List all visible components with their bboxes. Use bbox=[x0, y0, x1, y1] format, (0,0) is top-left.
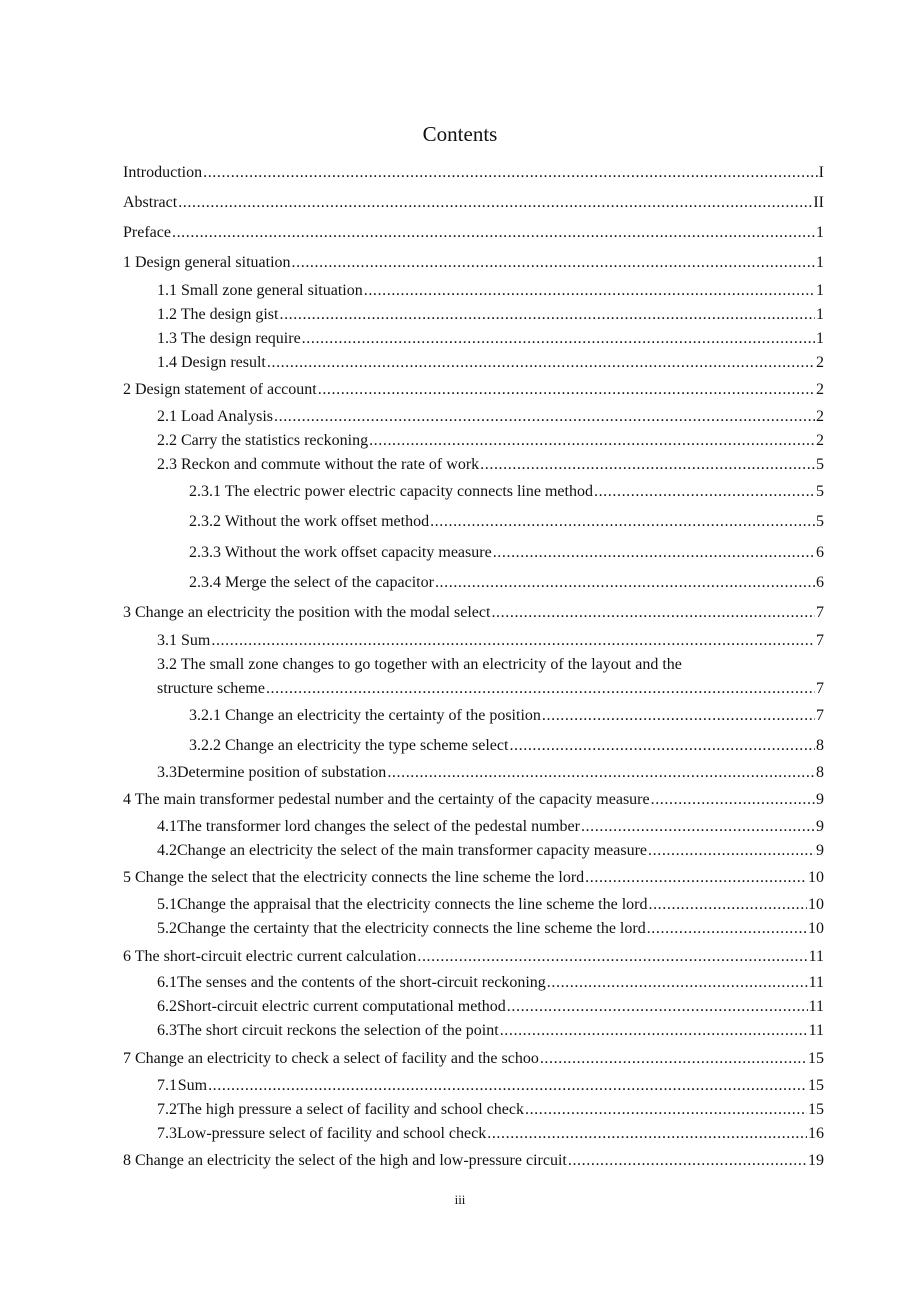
toc-entry[interactable] bbox=[123, 379, 824, 401]
toc-entry[interactable] bbox=[157, 406, 824, 428]
toc-entry-title: 3 Change an electricity the position with the modal select bbox=[123, 604, 491, 621]
toc-entry[interactable] bbox=[157, 918, 824, 940]
toc-entry-title: 2.3.4 Merge the select of the capacitor bbox=[189, 574, 434, 591]
toc-entry[interactable] bbox=[123, 252, 824, 274]
toc-entry-title: 2.2 Carry the statistics reckoning bbox=[157, 432, 369, 449]
toc-entry[interactable] bbox=[123, 222, 824, 244]
dot-leader bbox=[369, 430, 815, 452]
toc-entry-title: 2.3.2 Without the work offset method bbox=[189, 513, 430, 530]
toc-entry-page: 1 bbox=[816, 224, 824, 241]
toc-entry[interactable] bbox=[189, 572, 824, 594]
toc-entry-page: 1 bbox=[816, 306, 824, 323]
toc-entry-title: Determine position of substation bbox=[177, 764, 387, 781]
toc-entry-number: 5.1 bbox=[157, 896, 177, 913]
toc-entry-title: structure scheme bbox=[157, 680, 265, 697]
toc-entry-page: 10 bbox=[808, 920, 824, 937]
dot-leader bbox=[172, 222, 815, 244]
toc-entry-page: 16 bbox=[808, 1125, 824, 1142]
toc-entry[interactable] bbox=[189, 511, 824, 533]
dot-leader bbox=[302, 328, 815, 350]
toc-entry-page: 9 bbox=[816, 791, 824, 808]
dot-leader bbox=[540, 1048, 807, 1070]
toc-entry-title: 1.2 The design gist bbox=[157, 306, 279, 323]
toc-entry[interactable] bbox=[123, 1150, 824, 1172]
dot-leader bbox=[581, 816, 815, 838]
toc-entry-title: Change the appraisal that the electricity connects the line scheme the lord bbox=[177, 896, 648, 913]
toc-entry-title: 1.3 The design require bbox=[157, 330, 301, 347]
dot-leader bbox=[493, 542, 815, 564]
toc-entry-title: 2.3.3 Without the work offset capacity measure bbox=[189, 544, 492, 561]
toc-entry-title: 7 Change an electricity to check a select of facility and the schoo bbox=[123, 1050, 539, 1067]
toc-entry-title: The short circuit reckons the selection of the point bbox=[177, 1022, 499, 1039]
toc-entry[interactable] bbox=[157, 304, 824, 326]
toc-entry-page: II bbox=[813, 194, 824, 211]
toc-entry[interactable] bbox=[157, 328, 824, 350]
toc-entry-title: 3.2.2 Change an electricity the type scheme select bbox=[189, 737, 509, 754]
dot-leader bbox=[648, 840, 815, 862]
toc-entry[interactable] bbox=[157, 1123, 824, 1145]
dot-leader bbox=[568, 1150, 807, 1172]
toc-entry-page: 2 bbox=[816, 354, 824, 371]
toc-entry-page: 1 bbox=[816, 282, 824, 299]
toc-entry-title: 1.4 Design result bbox=[157, 354, 266, 371]
toc-entry-page: 6 bbox=[816, 544, 824, 561]
toc-entry-page: 2 bbox=[816, 381, 824, 398]
toc-entry[interactable] bbox=[157, 762, 824, 784]
toc-entry-page: 6 bbox=[816, 574, 824, 591]
toc-entry[interactable] bbox=[157, 1099, 824, 1121]
dot-leader bbox=[208, 1075, 807, 1097]
toc-entry-number: 7.1 bbox=[157, 1077, 177, 1094]
toc-entry-title: Abstract bbox=[123, 194, 178, 211]
toc-entry-title: 3.2.1 Change an electricity the certainty of the position bbox=[189, 707, 541, 724]
toc-entry[interactable] bbox=[157, 816, 824, 838]
toc-entry-page: 11 bbox=[808, 948, 824, 965]
toc-entry[interactable] bbox=[157, 1020, 824, 1042]
page-title: Contents bbox=[422, 122, 498, 146]
toc-entry-page: 1 bbox=[816, 254, 824, 271]
toc-entry-number: 4.2 bbox=[157, 842, 177, 859]
dot-leader bbox=[387, 762, 815, 784]
toc-entry-title: Change an electricity the select of the main transformer capacity measure bbox=[177, 842, 648, 859]
toc-entry-title: 8 Change an electricity the select of the high and low-pressure circuit bbox=[123, 1152, 567, 1169]
toc-entry[interactable] bbox=[123, 867, 824, 889]
dot-leader bbox=[542, 705, 815, 727]
toc-entry-title: Change the certainty that the electricity connects the line scheme the lord bbox=[177, 920, 646, 937]
toc-entry-page: 9 bbox=[816, 842, 824, 859]
toc-entry-page: 2 bbox=[816, 432, 824, 449]
toc-entry[interactable] bbox=[157, 840, 824, 862]
toc-entry-title: 4 The main transformer pedestal number and the certainty of the capacity measure bbox=[123, 791, 650, 808]
dot-leader bbox=[364, 280, 815, 302]
toc-entry-title: 6 The short-circuit electric current calculation bbox=[123, 948, 417, 965]
toc-entry[interactable] bbox=[123, 192, 824, 214]
toc-entry-title: 1 Design general situation bbox=[123, 254, 291, 271]
dot-leader bbox=[585, 867, 807, 889]
toc-entry-title: 5 Change the select that the electricity connects the line scheme the lord bbox=[123, 869, 585, 886]
toc-entry-title: The senses and the contents of the short-circuit reckoning bbox=[177, 974, 546, 991]
toc-entry-title: 2.3.1 The electric power electric capacity connects line method bbox=[189, 483, 593, 500]
toc-entry[interactable] bbox=[189, 735, 824, 757]
toc-entry-page: 8 bbox=[816, 764, 824, 781]
toc-entry-page: 15 bbox=[808, 1077, 824, 1094]
toc-entry-title: 2.3 Reckon and commute without the rate of work bbox=[157, 456, 480, 473]
toc-entry-title: Introduction bbox=[123, 164, 203, 181]
toc-entry-page: 10 bbox=[808, 896, 824, 913]
toc-entry[interactable] bbox=[157, 630, 824, 652]
toc-entry-number: 7.3 bbox=[157, 1125, 177, 1142]
dot-leader bbox=[430, 511, 815, 533]
toc-entry[interactable] bbox=[189, 542, 824, 564]
toc-entry-page: 5 bbox=[816, 456, 824, 473]
toc-entry-page: 5 bbox=[816, 513, 824, 530]
toc-entry-number: 6.3 bbox=[157, 1022, 177, 1039]
toc-entry[interactable] bbox=[123, 1048, 824, 1070]
dot-leader bbox=[266, 678, 815, 700]
dot-leader bbox=[594, 481, 815, 503]
toc-entry-page: 19 bbox=[808, 1152, 824, 1169]
dot-leader bbox=[211, 630, 815, 652]
toc-entry[interactable] bbox=[157, 1075, 824, 1097]
dot-leader bbox=[480, 454, 815, 476]
dot-leader bbox=[491, 602, 815, 624]
toc-entry-title: The high pressure a select of facility and school check bbox=[177, 1101, 524, 1118]
dot-leader bbox=[203, 162, 818, 184]
dot-leader bbox=[487, 1123, 807, 1145]
toc-entry[interactable] bbox=[157, 996, 824, 1018]
dot-leader bbox=[292, 252, 815, 274]
toc-entry-number: 6.2 bbox=[157, 998, 177, 1015]
dot-leader bbox=[178, 192, 812, 214]
toc-entry-number: 6.1 bbox=[157, 974, 177, 991]
toc-entry[interactable] bbox=[157, 678, 824, 700]
toc-entry-page: 7 bbox=[816, 604, 824, 621]
dot-leader bbox=[417, 946, 807, 968]
dot-leader bbox=[509, 735, 815, 757]
toc-entry-title: Sum bbox=[177, 1077, 208, 1094]
toc-entry-number: 4.1 bbox=[157, 818, 177, 835]
dot-leader bbox=[507, 996, 808, 1018]
toc-entry[interactable] bbox=[157, 454, 824, 476]
toc-entry[interactable] bbox=[157, 352, 824, 374]
toc-entry-page: 11 bbox=[808, 998, 824, 1015]
toc-entry-page: 9 bbox=[816, 818, 824, 835]
toc-entry-page: I bbox=[818, 164, 824, 181]
toc-entry[interactable] bbox=[189, 481, 824, 503]
toc-entry-title: The transformer lord changes the select of the pedestal number bbox=[177, 818, 580, 835]
toc-entry-title: 3.1 Sum bbox=[157, 632, 211, 649]
dot-leader bbox=[525, 1099, 807, 1121]
toc-entry[interactable] bbox=[157, 430, 824, 452]
dot-leader bbox=[274, 406, 815, 428]
dot-leader bbox=[267, 352, 815, 374]
toc-entry-number: 5.2 bbox=[157, 920, 177, 937]
toc-entry[interactable] bbox=[123, 789, 824, 811]
toc-entry[interactable] bbox=[157, 972, 824, 994]
toc-entry-page: 2 bbox=[816, 408, 824, 425]
toc-entry-number: 7.2 bbox=[157, 1101, 177, 1118]
toc-entry-title: 2 Design statement of account bbox=[123, 381, 317, 398]
dot-leader bbox=[651, 789, 815, 811]
toc-entry-number: 3.3 bbox=[157, 764, 177, 781]
toc-entry[interactable] bbox=[123, 162, 824, 184]
toc-entry-page: 8 bbox=[816, 737, 824, 754]
toc-entry-title: 2.1 Load Analysis bbox=[157, 408, 273, 425]
toc-entry-title: Short-circuit electric current computational method bbox=[177, 998, 506, 1015]
toc-entry-title: Preface bbox=[123, 224, 171, 241]
dot-leader bbox=[500, 1020, 808, 1042]
toc-entry-wrapped-line: 3.2 The small zone changes to go together with an electricity of the layout and the bbox=[157, 656, 682, 673]
toc-entry-page: 1 bbox=[816, 330, 824, 347]
toc-entry[interactable] bbox=[157, 894, 824, 916]
toc-entry-page: 7 bbox=[816, 707, 824, 724]
toc-entry[interactable] bbox=[189, 705, 824, 727]
toc-entry[interactable] bbox=[123, 602, 824, 624]
page-number: iii bbox=[454, 1192, 466, 1207]
toc-entry-page: 10 bbox=[808, 869, 824, 886]
toc-entry-page: 5 bbox=[816, 483, 824, 500]
toc-entry-page: 15 bbox=[808, 1050, 824, 1067]
toc-entry-title: 1.1 Small zone general situation bbox=[157, 282, 363, 299]
toc-entry-title: Low-pressure select of facility and school check bbox=[177, 1125, 487, 1142]
toc-entry-page: 11 bbox=[808, 1022, 824, 1039]
toc-entry-page: 11 bbox=[808, 974, 824, 991]
toc-entry-page: 15 bbox=[808, 1101, 824, 1118]
dot-leader bbox=[547, 972, 808, 994]
dot-leader bbox=[279, 304, 815, 326]
dot-leader bbox=[318, 379, 815, 401]
toc-entry-page: 7 bbox=[816, 680, 824, 697]
toc-entry[interactable] bbox=[157, 280, 824, 302]
toc-entry[interactable] bbox=[123, 946, 824, 968]
dot-leader bbox=[435, 572, 815, 594]
toc-entry-page: 7 bbox=[816, 632, 824, 649]
dot-leader bbox=[648, 894, 807, 916]
dot-leader bbox=[647, 918, 807, 940]
